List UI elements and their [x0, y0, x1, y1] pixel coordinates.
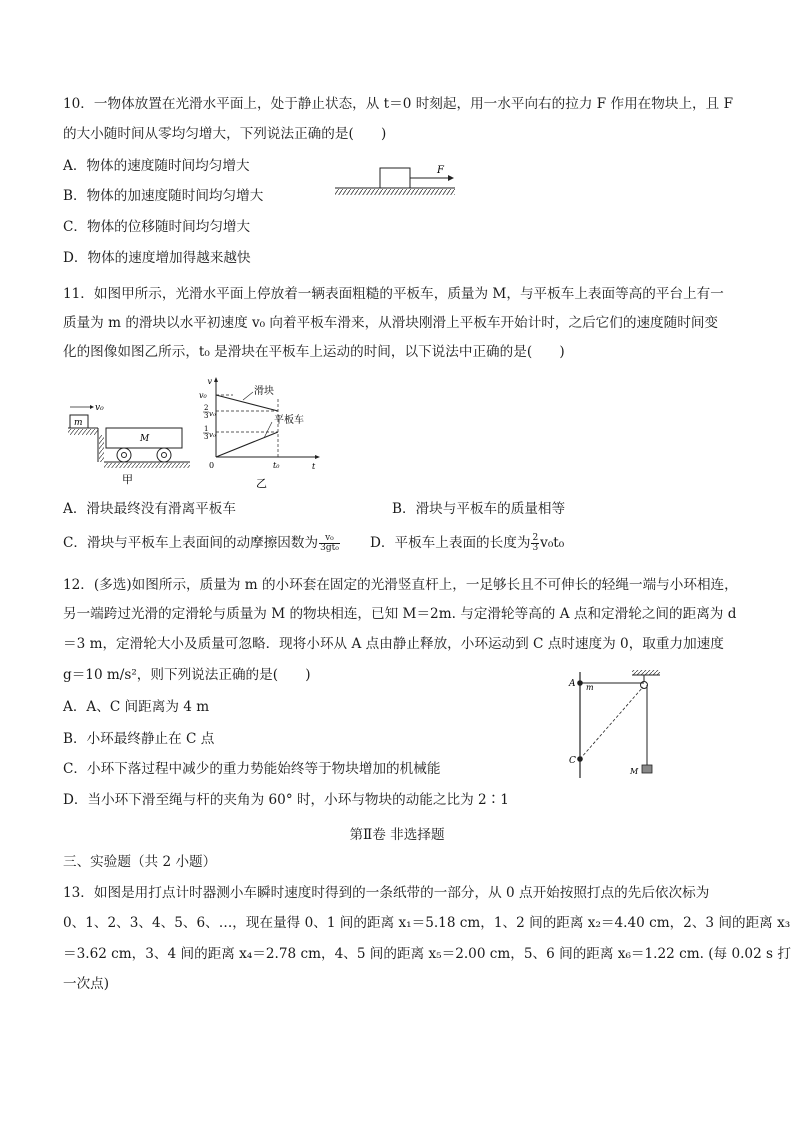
q11-figure-a-caption: 甲 [122, 473, 133, 486]
q13-stem-line3: ＝3.62 cm，3、4 间的距离 x₄＝2.78 cm，4、5 间的距离 x₅＝2.00 cm，5、6 间的距离 x₆＝1.22 cm. (每 0.02 s 打 [63, 946, 791, 962]
svg-text:v₀: v₀ [209, 410, 216, 418]
q10-option-b: B．物体的加速度随时间均匀增大 [63, 188, 264, 204]
svg-text:A: A [569, 679, 576, 689]
q10-force-label: F [437, 165, 444, 176]
svg-text:M: M [630, 767, 639, 776]
q10-stem-line1: 10．一物体放置在光滑水平面上，处于静止状态，从 t＝0 时刻起，用一水平向右的拉力 F 作用在物块上，且 F [63, 96, 733, 112]
q12-stem-line3: ＝3 m，定滑轮大小及质量可忽略．现将小环从 A 点由静止释放，小环运动到 C 点时速度为 0，取重力加速度 [63, 636, 724, 652]
q12-figure [560, 668, 670, 780]
q10-option-a: A．物体的速度随时间均匀增大 [63, 158, 250, 174]
q11-option-c-fraction: $\frac{\text{v₀}}{\text{3gt₀}}$ [320, 533, 339, 553]
q11-option-d-fraction: $\frac{2}{3}$ [532, 533, 539, 553]
q12-ring-a [577, 680, 583, 686]
svg-text:m: m [586, 683, 594, 692]
q12-block-m [642, 765, 652, 773]
q11-option-c: C．滑块与平板车上表面间的动摩擦因数为 $\frac{\text{v₀}}{\text{3gt₀}}$ [63, 533, 339, 553]
q11-figure-b [198, 375, 323, 493]
q11-option-d: D．平板车上表面的长度为 $\frac{2}{3}$ v₀t₀ [370, 533, 565, 553]
q11-option-b: B．滑块与平板车的质量相等 [392, 501, 566, 517]
q12-stem-line1: 12．(多选)如图所示，质量为 m 的小环套在固定的光滑竖直杆上，一足够长且不可伸长的轻绳一端与小环相连， [63, 577, 738, 593]
svg-text:3: 3 [204, 412, 209, 420]
q11-stem-line2: 质量为 m 的滑块以水平初速度 v₀ 向着平板车滑来，从滑块刚滑上平板车开始计时，之后它们的速度随时间变 [63, 315, 719, 331]
svg-text:t: t [312, 462, 316, 471]
svg-text:平板车: 平板车 [274, 415, 304, 426]
svg-text:2: 2 [204, 404, 209, 412]
svg-text:m: m [74, 418, 83, 428]
q10-ground-hatch [335, 189, 455, 195]
svg-text:v₀: v₀ [199, 391, 207, 400]
q13-stem-line4: 一次点) [63, 976, 110, 992]
q12-option-b: B．小环最终静止在 C 点 [63, 731, 215, 747]
svg-text:3: 3 [204, 433, 209, 441]
q11-stem-line3: 化的图像如图乙所示，t₀ 是滑块在平板车上运动的时间，以下说法中正确的是( ) [63, 344, 565, 360]
svg-text:0: 0 [209, 461, 215, 470]
q10-figure [330, 160, 460, 200]
svg-text:v₀: v₀ [95, 403, 104, 413]
q13-stem-line2: 0、1、2、3、4、5、6、…，现在量得 0、1 间的距离 x₁＝5.18 cm，1、2 间的距离 x₂＝4.40 cm，2、3 间的距离 x₃ [63, 915, 791, 931]
q11-stem-line1: 11．如图甲所示，光滑水平面上停放着一辆表面粗糙的平板车，质量为 M，与平板车上表面等高的平台上有一 [63, 286, 724, 302]
q12-stem-line4: g＝10 m/s²，则下列说法正确的是( ) [63, 667, 311, 683]
svg-text:滑块: 滑块 [254, 386, 274, 397]
q11-option-a: A．滑块最终没有滑离平板车 [63, 501, 236, 517]
q11-graph-cart-line [216, 432, 278, 457]
part-three-heading: 三、实验题（共 2 小题） [63, 854, 217, 870]
q12-option-c: C．小环下落过程中减少的重力势能始终等于物块增加的机械能 [63, 761, 441, 777]
q12-option-a: A．A、C 间距离为 4 m [63, 699, 210, 715]
svg-text:v: v [207, 377, 212, 386]
q11-figure-b-caption: 乙 [256, 477, 267, 490]
q11-figure-a [62, 395, 197, 487]
svg-text:t₀: t₀ [273, 461, 280, 470]
q12-ring-c [577, 756, 583, 762]
q10-option-d: D．物体的速度增加得越来越快 [63, 250, 251, 266]
q10-stem-line2: 的大小随时间从零均匀增大，下列说法正确的是( ) [63, 126, 387, 142]
svg-text:1: 1 [204, 425, 209, 433]
q12-option-d: D．当小环下滑至绳与杆的夹角为 60° 时，小环与物块的动能之比为 2∶1 [63, 792, 509, 808]
q11-graph-slider-line [216, 395, 278, 411]
q10-option-c: C．物体的位移随时间均匀增大 [63, 219, 251, 235]
svg-text:C: C [569, 756, 576, 766]
svg-text:M: M [140, 434, 150, 444]
q13-stem-line1: 13．如图是用打点计时器测小车瞬时速度时得到的一条纸带的一部分，从 0 点开始按照打点的先后依次标为 [63, 885, 710, 901]
q12-stem-line2: 另一端跨过光滑的定滑轮与质量为 M 的物块相连，已知 M＝2m. 与定滑轮等高的 A 点和定滑轮之间的距离为 d [63, 606, 737, 622]
svg-text:v₀: v₀ [209, 431, 216, 439]
q10-block [380, 168, 410, 188]
section-title: 第Ⅱ卷 非选择题 [349, 827, 445, 843]
